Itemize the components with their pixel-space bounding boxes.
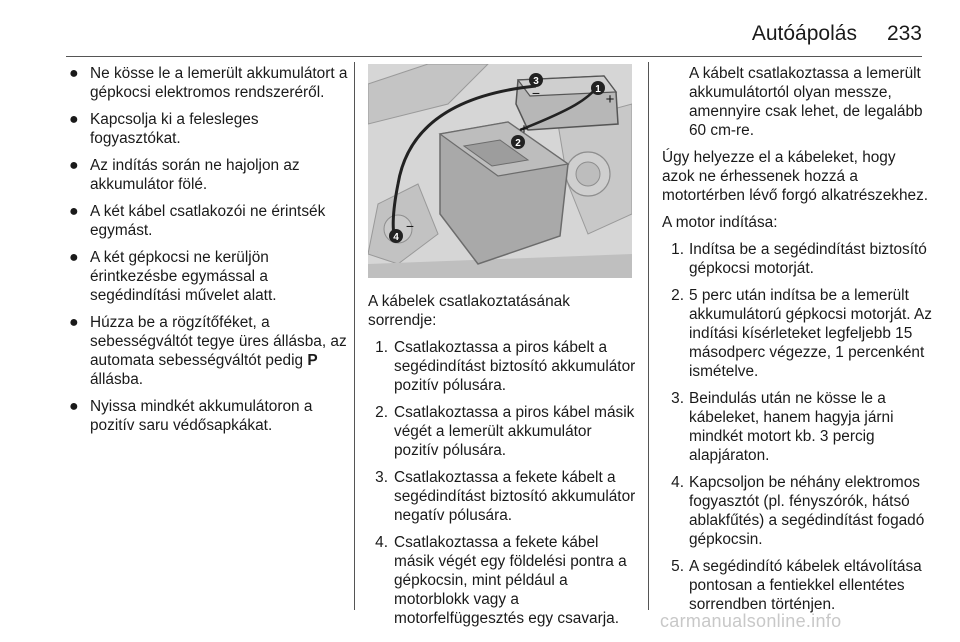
- connection-order-intro: A kábelek csatlakoztatásának sorrendje:: [368, 293, 570, 329]
- list-item: ● Kapcsolja ki a felesleges fogyasztókat.: [69, 111, 259, 147]
- list-item: ● Az indítás során ne hajoljon az akkumulátor fölé.: [69, 157, 300, 193]
- list-item: ● A két gépkocsi ne kerüljön érintkezésbe egymással a segédindítási művelet alatt.: [69, 249, 277, 304]
- list-item: 3. Beindulás után ne kösse le a kábeleket, hanem hagyja járni mindkét motort kb. 3 percig alapjáraton.: [671, 390, 894, 464]
- list-item: 5. A segédindító kábelek eltávolítása pontosan a fentiekkel ellentétes sorrendben történjen.: [671, 558, 922, 613]
- cable-placement-paragraph: Úgy helyezze el a kábeleket, hogy azok ne érhessenek hozzá a motortérben lévő forgó alkatrészekhez.: [662, 149, 929, 204]
- list-item: ● Ne kösse le a lemerült akkumulátort a gépkocsi elektromos rendszeréről.: [69, 65, 348, 101]
- list-item: ● A két kábel csatlakozói ne érintsék egymást.: [69, 203, 326, 239]
- callout-4: 4: [393, 232, 399, 243]
- watermark: carmanualsonline.info: [660, 611, 842, 631]
- minus-sign: −: [405, 218, 415, 234]
- list-item: ● Húzza be a rögzítőféket, a sebességváltót tegye üres állásba, az automata sebességváltót pedig P állásba.: [69, 314, 347, 388]
- list-item: 2. 5 perc után indítsa be a lemerült akkumulátorú gépkocsi motorját. Az indítási kísérleteket legfeljebb 15 másodperc végezze, 1 percenként ismételve.: [671, 287, 932, 380]
- bullet-icon: ●: [69, 65, 79, 82]
- cable-distance-note: [662, 64, 932, 140]
- list-item: A kábelt csatlakoztassa a lemerült akkumulátortól olyan messze, amennyire csak lehet, de legalább 60 cm-re.: [689, 65, 923, 139]
- column-3: [662, 64, 932, 622]
- list-item: 4. Csatlakoztassa a fekete kábel másik végét egy földelési pontra a gépkocsin, mint például a motorblokk vagy a motorfelfüggesztés egy csavarja.: [375, 534, 627, 627]
- list-item: 1. Indítsa be a segédindítást biztosító gépkocsi motorját.: [671, 241, 927, 277]
- page-number: 233: [886, 22, 922, 45]
- precautions-list: [66, 64, 348, 435]
- list-item: ● Nyissa mindkét akkumulátoron a pozitív saru védősapkákat.: [69, 398, 313, 434]
- engine-start-heading: A motor indítása:: [662, 214, 778, 231]
- callout-1: 1: [595, 84, 601, 95]
- engine-bay-drawing: [368, 64, 632, 278]
- bullet-icon: ●: [69, 157, 79, 174]
- bullet-icon: ●: [69, 111, 79, 128]
- bullet-icon: ●: [69, 203, 79, 220]
- bullet-icon: ●: [69, 249, 79, 266]
- callout-3: 3: [533, 76, 539, 87]
- bullet-icon: ●: [69, 314, 79, 331]
- gear-position-p: P: [307, 352, 318, 369]
- list-item: 1. Csatlakoztassa a piros kábelt a segédindítást biztosító akkumulátor pozitív pólusára.: [375, 339, 636, 394]
- list-item: 2. Csatlakoztassa a piros kábel másik végét a lemerült akkumulátor pozitív pólusára.: [375, 404, 635, 459]
- column-1: [66, 64, 348, 443]
- engine-start-steps: [662, 240, 932, 614]
- column-divider-left: [354, 62, 355, 610]
- bullet-icon: ●: [69, 398, 79, 415]
- plus-sign: +: [605, 91, 615, 108]
- section-title: Autóápolás: [751, 22, 857, 45]
- list-item: 3. Csatlakoztassa a fekete kábelt a segédindítást biztosító akkumulátor negatív pólusára.: [375, 469, 636, 524]
- list-item: 4. Kapcsoljon be néhány elektromos fogyasztót (pl. fényszórók, hátsó ablakfűtés) a segédindítást fogadó gépkocsin.: [671, 474, 925, 548]
- connection-steps: [368, 338, 638, 628]
- minus-sign: −: [531, 85, 541, 101]
- column-2: [368, 292, 638, 636]
- plus-sign: +: [519, 121, 529, 138]
- callout-2: 2: [515, 138, 521, 149]
- page-header: [752, 22, 922, 50]
- jump-start-illustration: [368, 64, 632, 278]
- column-divider-right: [648, 62, 649, 610]
- header-divider: [66, 56, 922, 57]
